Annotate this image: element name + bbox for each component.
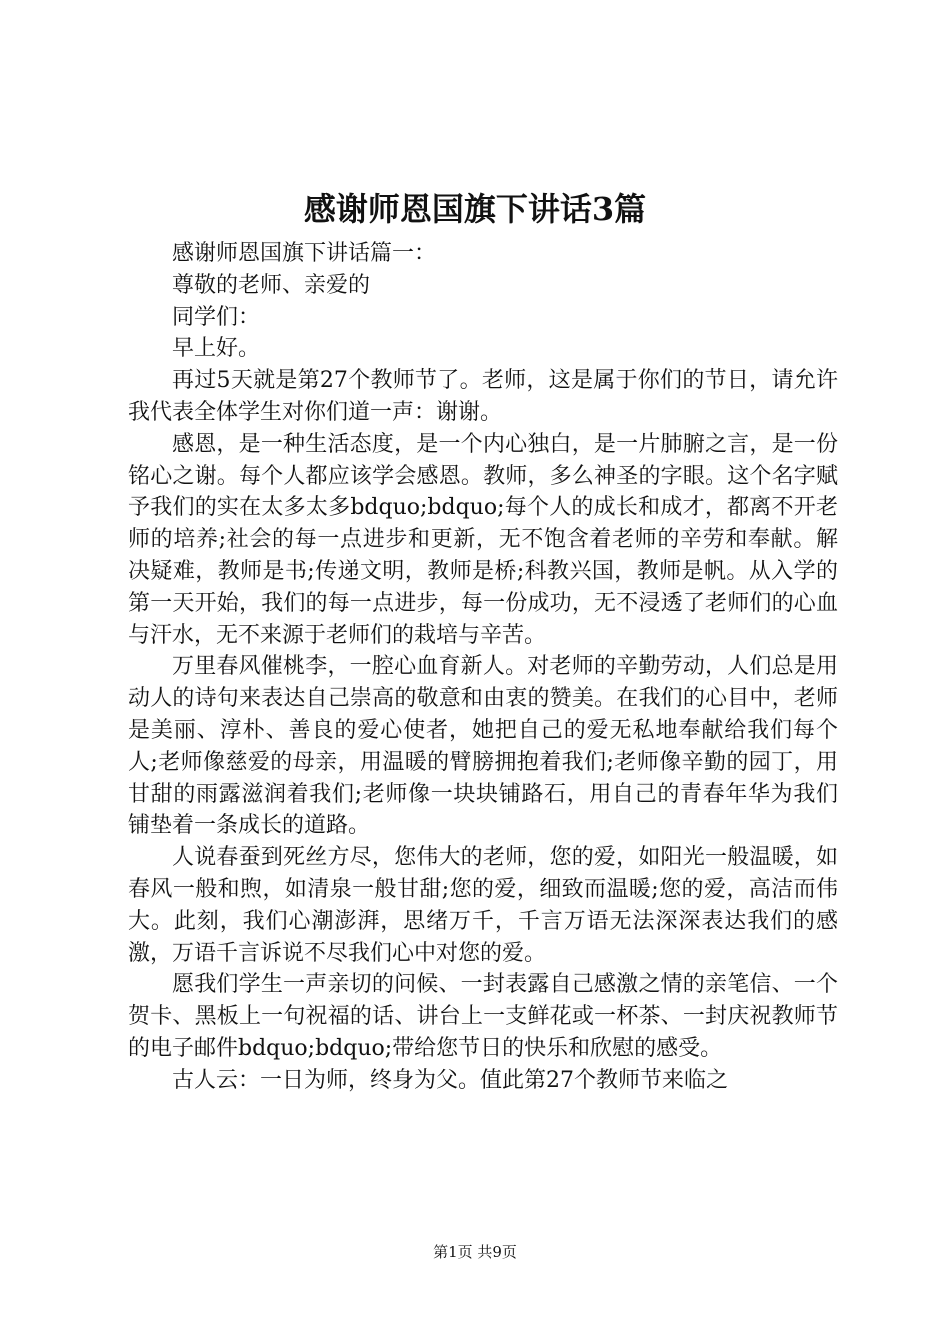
paragraph-salutation-cont: 同学们： [172,304,261,330]
paragraph: 人说春蚕到死丝方尽，您伟大的老师，您的爱，如阳光一般温暖，如春风一般和煦，如清泉一般甘甜;您的爱，细致而温暖;您的爱，高洁而伟大。此刻，我们心潮澎湃，思绪万千，千言万语无法深深表达我们的感激，万语千言诉说不尽我们心中对您的爱。 [128,845,838,966]
document-body [128,238,838,1097]
paragraph: 万里春风催桃李，一腔心血育新人。对老师的辛勤劳动，人们总是用动人的诗句来表达自己崇高的敬意和由衷的赞美。在我们的心目中，老师是美丽、淳朴、善良的爱心使者，她把自己的爱无私地奉献给我们每个人;老师像慈爱的母亲，用温暖的臂膀拥抱着我们;老师像辛勤的园丁，用甘甜的雨露滋润着我们;老师像一块块铺路石，用自己的青春年华为我们铺垫着一条成长的道路。 [128,654,838,839]
paragraph-greeting: 早上好。 [172,336,261,362]
paragraph-salutation: 尊敬的老师、亲爱的 [172,272,371,298]
page-footer: 第1页 共9页 [433,1243,517,1261]
paragraph: 古人云：一日为师，终身为父。值此第27个教师节来临之 [172,1067,728,1093]
paragraph: 再过5天就是第27个教师节了。老师，这是属于你们的节日，请允许我代表全体学生对你们道一声：谢谢。 [128,368,838,425]
paragraph: 愿我们学生一声亲切的问候、一封表露自己感激之情的亲笔信、一个贺卡、黑板上一句祝福的话、讲台上一支鲜花或一杯茶、一封庆祝教师节的电子邮件bdquo;bdquo;带给您节日的快乐和欣慰的感受。 [128,972,838,1061]
paragraph-heading: 感谢师恩国旗下讲话篇一： [172,241,437,266]
document-title: 感谢师恩国旗下讲话3篇 [303,190,647,228]
paragraph: 感恩，是一种生活态度，是一个内心独白，是一片肺腑之言，是一份铭心之谢。每个人都应该学会感恩。教师，多么神圣的字眼。这个名字赋予我们的实在太多太多bdquo;bdquo;每个人的成长和成才，都离不开老师的培养;社会的每一点进步和更新，无不饱含着老师的辛劳和奉献。解决疑难，教师是书;传递文明，教师是桥;科教兴国，教师是帆。从入学的第一天开始，我们的每一点进步，每一份成功，无不浸透了老师们的心血与汗水，无不来源于老师们的栽培与辛苦。 [128,431,838,648]
